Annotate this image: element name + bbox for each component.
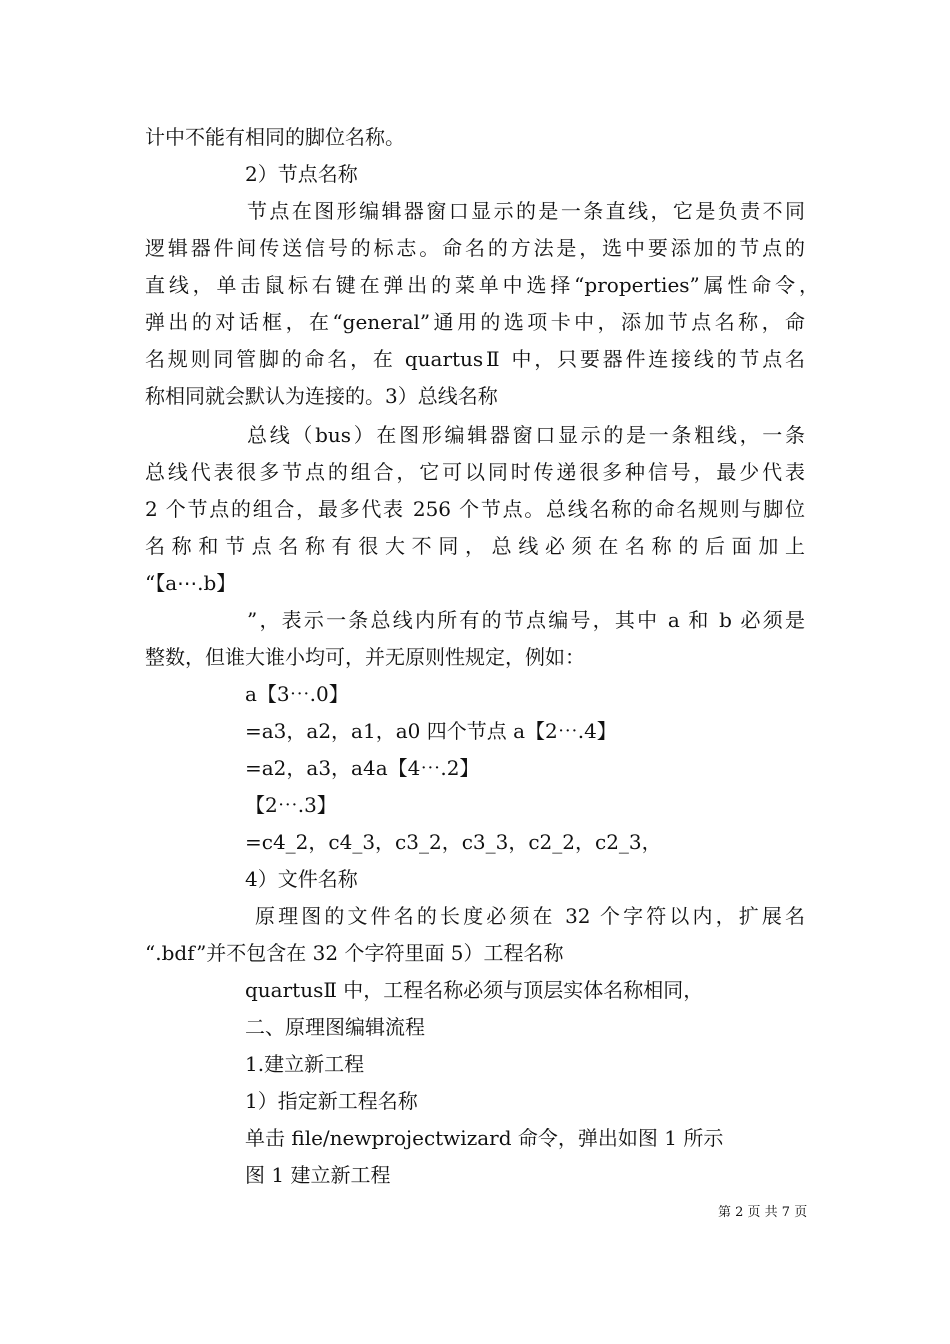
example-line-3: =a2，a3，a4a【4⋯.2】	[245, 756, 480, 780]
text-line-7: 名规则同管脚的命名，在 quartusⅡ 中，只要器件连接线的节点名	[145, 347, 805, 371]
text-line-13: “【a⋯.b】	[145, 571, 237, 595]
section-heading-node-name: 2）节点名称	[245, 162, 358, 186]
text-line-23: “.bdf”并不包含在 32 个字符里面 5）工程名称	[145, 941, 564, 965]
text-line-24: quartusⅡ 中，工程名称必须与顶层实体名称相同，	[245, 978, 704, 1002]
text-line-8: 称相同就会默认为连接的。3）总线名称	[145, 384, 498, 408]
page-number-footer: 第 2 页 共 7 页	[718, 1205, 808, 1220]
section-heading-project-name: 1）指定新工程名称	[245, 1089, 418, 1113]
text-line-22: 原理图的文件名的长度必须在 32 个字符以内，扩展名	[255, 904, 805, 928]
text-line-12: 名称和节点名称有很大不同，总线必须在名称的后面加上	[145, 534, 805, 558]
example-line-4: 【2⋯.3】	[245, 793, 337, 817]
text-line-3: 节点在图形编辑器窗口显示的是一条直线，它是负责不同	[247, 199, 805, 223]
text-line-10: 总线代表很多节点的组合，它可以同时传递很多种信号，最少代表	[145, 460, 805, 484]
example-line-5: =c4_2，c4_3，c3_2，c3_3，c2_2，c2_3，	[245, 830, 662, 854]
text-line-28: 单击 file/newprojectwizard 命令，弹出如图 1 所示	[245, 1126, 724, 1150]
figure-caption: 图 1 建立新工程	[245, 1163, 391, 1187]
text-line-1: 计中不能有相同的脚位名称。	[145, 125, 405, 149]
example-line-1: a【3⋯.0】	[245, 682, 349, 706]
section-heading-schematic-flow: 二、原理图编辑流程	[245, 1015, 425, 1039]
section-heading-file-name: 4）文件名称	[245, 867, 358, 891]
text-line-5: 直线，单击鼠标右键在弹出的菜单中选择“properties”属性命令，	[145, 273, 819, 297]
example-line-2: =a3，a2，a1，a0 四个节点 a【2⋯.4】	[245, 719, 617, 743]
text-line-6: 弹出的对话框，在“general”通用的选项卡中，添加节点名称，命	[145, 310, 805, 334]
text-line-9: 总线（bus）在图形编辑器窗口显示的是一条粗线，一条	[247, 423, 805, 447]
text-line-14: ”，表示一条总线内所有的节点编号，其中 a 和 b 必须是	[247, 608, 805, 632]
text-line-11: 2 个节点的组合，最多代表 256 个节点。总线名称的命名规则与脚位	[145, 497, 805, 521]
text-line-4: 逻辑器件间传送信号的标志。命名的方法是，选中要添加的节点的	[145, 236, 805, 260]
text-line-15: 整数，但谁大谁小均可，并无原则性规定，例如：	[145, 645, 585, 669]
section-heading-new-project: 1.建立新工程	[245, 1052, 365, 1076]
